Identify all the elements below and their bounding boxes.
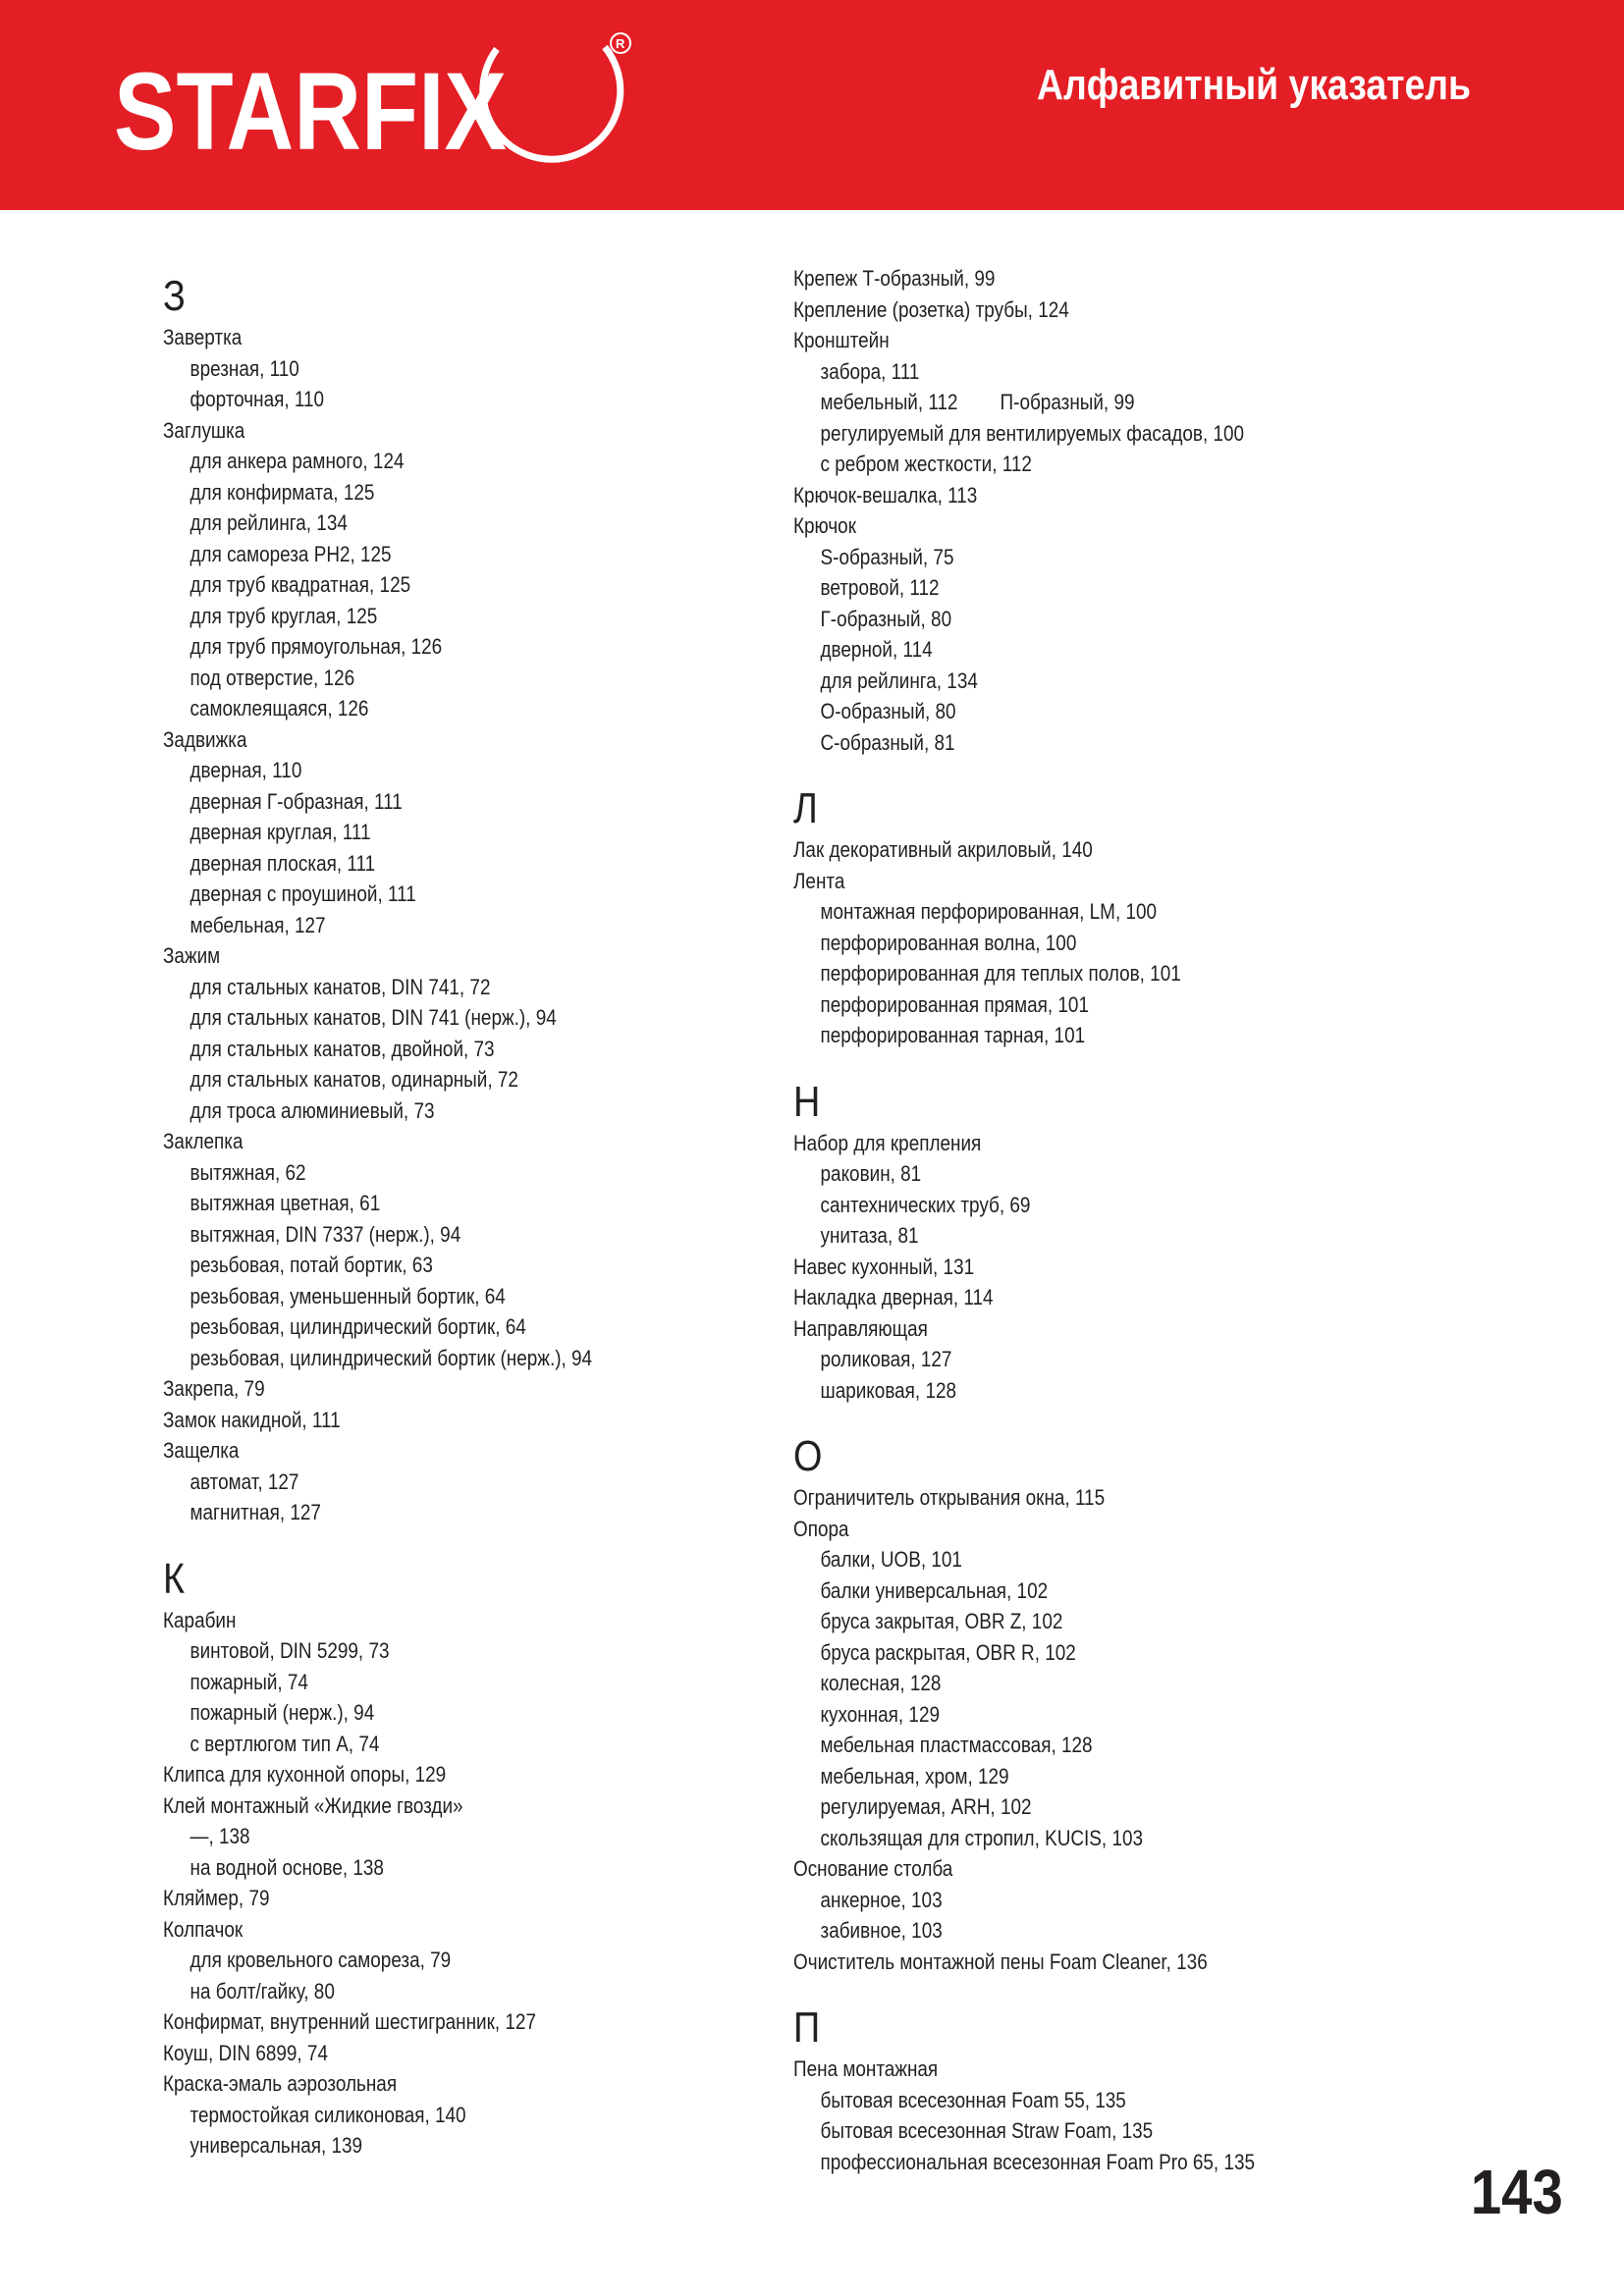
- index-subentry: дверной, 114: [820, 637, 933, 662]
- index-entry: Лента: [793, 868, 845, 893]
- index-subentry: на болт/гайку, 80: [189, 1978, 335, 2003]
- index-subentry: для стальных канатов, одинарный, 72: [189, 1067, 518, 1092]
- index-subentry: шариковая, 128: [820, 1377, 957, 1403]
- index-entry: Основание столба: [793, 1856, 953, 1881]
- index-subentry: дверная с проушиной, 111: [189, 881, 416, 906]
- index-entry: Коуш, DIN 6899, 74: [163, 2040, 328, 2065]
- svg-text:STARFIX: STARFIX: [114, 50, 507, 173]
- index-subentry: термостойкая силиконовая, 140: [189, 2102, 466, 2127]
- index-subentry: С-образный, 81: [820, 729, 955, 755]
- index-subentry: роликовая, 127: [820, 1347, 952, 1371]
- index-subentry: вытяжная, DIN 7337 (нерж.), 94: [189, 1221, 461, 1247]
- index-subentry: винтовой, DIN 5299, 73: [189, 1638, 390, 1663]
- index-subentry: резьбовая, потай бортик, 63: [189, 1253, 433, 1277]
- index-subentry: скользящая для стропил, KUCIS, 103: [820, 1825, 1144, 1850]
- index-entry: Накладка дверная, 114: [793, 1285, 994, 1309]
- index-subentry: бруса раскрытая, OBR R, 102: [820, 1639, 1076, 1665]
- index-entry: Заглушка: [163, 417, 245, 443]
- index-subentry: дверная круглая, 111: [189, 820, 371, 844]
- page-number: 143: [1471, 2157, 1563, 2227]
- index-subentry: пожарный (нерж.), 94: [189, 1700, 375, 1725]
- index-entry: Крепеж Т-образный, 99: [793, 266, 996, 291]
- index-subentry: регулируемый для вентилируемых фасадов, 100: [820, 420, 1245, 446]
- index-entry: Карабин: [163, 1607, 237, 1632]
- index-subentry: П-образный, 99: [1000, 390, 1135, 414]
- index-subentry: на водной основе, 138: [189, 1854, 384, 1880]
- index-subentry: для рейлинга, 134: [820, 667, 978, 693]
- index-subentry: забивное, 103: [820, 1918, 943, 1943]
- index-entry: Заклепка: [163, 1129, 244, 1153]
- index-subentry: S-образный, 75: [820, 544, 954, 569]
- index-subentry: для конфирмата, 125: [189, 479, 375, 505]
- index-subentry: для стальных канатов, DIN 741, 72: [189, 974, 491, 999]
- starfix-logo: [114, 29, 644, 187]
- index-subentry: с вертлюгом тип А, 74: [189, 1731, 380, 1756]
- index-subentry: самоклеящаяся, 126: [189, 696, 369, 721]
- index-entry: Крючок-вешалка, 113: [793, 482, 978, 507]
- index-subentry: колесная, 128: [820, 1671, 942, 1695]
- index-entry: Завертка: [163, 325, 243, 349]
- index-subentry: профессиональная всесезонная Foam Pro 65, 135: [820, 2149, 1255, 2174]
- index-subentry: пожарный, 74: [189, 1669, 308, 1694]
- index-subentry: для анкера рамного, 124: [189, 449, 405, 473]
- index-subentry-row: [793, 387, 1255, 418]
- index-entry: Закрепа, 79: [163, 1376, 265, 1401]
- index-entry: Крепление (розетка) трубы, 124: [793, 296, 1069, 322]
- index-subentry: бытовая всесезонная Foam 55, 135: [820, 2087, 1126, 2112]
- index-subentry: вытяжная, 62: [189, 1159, 306, 1185]
- index-subentry: забора, 111: [820, 358, 920, 384]
- index-entry: Навес кухонный, 131: [793, 1254, 975, 1279]
- index-entry: Замок накидной, 111: [163, 1407, 341, 1432]
- index-subentry: мебельная, хром, 129: [820, 1763, 1009, 1789]
- index-subentry: дверная Г-образная, 111: [189, 788, 403, 814]
- index-subentry: дверная плоская, 111: [189, 850, 376, 876]
- index-subentry: для стальных канатов, двойной, 73: [189, 1036, 495, 1061]
- index-entry: Ограничитель открывания окна, 115: [793, 1485, 1106, 1510]
- index-subentry: перфорированная для теплых полов, 101: [820, 961, 1181, 986]
- index-subentry: для стальных канатов, DIN 741 (нерж.), 94: [189, 1005, 557, 1030]
- index-subentry: кухонная, 129: [820, 1701, 940, 1727]
- index-subentry: вытяжная цветная, 61: [189, 1191, 381, 1215]
- index-entry: Задвижка: [163, 726, 247, 752]
- index-subentry: для троса алюминиевый, 73: [189, 1097, 435, 1123]
- index-entry: Краска-эмаль аэрозольная: [163, 2071, 398, 2096]
- index-subentry: резьбовая, цилиндрический бортик (нерж.), 94: [189, 1345, 593, 1370]
- index-subentry: для кровельного самореза, 79: [189, 1948, 452, 1972]
- page-title: Алфавитный указатель: [1036, 61, 1471, 109]
- index-subentry: монтажная перфорированная, LM, 100: [820, 899, 1158, 924]
- section-letter: Л: [793, 784, 818, 832]
- section-letter: Н: [793, 1077, 821, 1126]
- index-subentry: перфорированная тарная, 101: [820, 1023, 1086, 1047]
- index-subentry: сантехнических труб, 69: [820, 1192, 1031, 1217]
- index-subentry: ветровой, 112: [820, 575, 940, 600]
- index-subentry: мебельная пластмассовая, 128: [820, 1733, 1093, 1757]
- section-letter: К: [163, 1554, 186, 1603]
- index-subentry: резьбовая, цилиндрический бортик, 64: [189, 1314, 526, 1339]
- index-entry: Конфирмат, внутренний шестигранник, 127: [163, 2009, 536, 2034]
- page-header: [0, 0, 1624, 210]
- index-subentry: под отверстие, 126: [189, 665, 355, 690]
- section-letter: О: [793, 1432, 823, 1480]
- index-subentry: перфорированная прямая, 101: [820, 991, 1089, 1017]
- index-column-left: [163, 263, 592, 2162]
- index-subentry: универсальная, 139: [189, 2133, 363, 2158]
- index-column-right: [793, 263, 1255, 2177]
- index-subentry: для самореза PH2, 125: [189, 541, 392, 566]
- index-subentry: резьбовая, уменьшенный бортик, 64: [189, 1283, 506, 1308]
- index-subentry: врезная, 110: [189, 355, 299, 381]
- index-entry: Лак декоративный акриловый, 140: [793, 837, 1093, 862]
- index-entry: Крючок: [793, 513, 856, 538]
- index-entry: Опора: [793, 1516, 849, 1541]
- index-subentry: унитаза, 81: [820, 1223, 919, 1248]
- index-subentry: для труб прямоугольная, 126: [189, 634, 443, 659]
- index-subentry: анкерное, 103: [820, 1887, 943, 1912]
- index-entry: Набор для крепления: [793, 1130, 982, 1155]
- index-entry: Пена монтажная: [793, 2056, 939, 2081]
- index-entry: Очиститель монтажной пены Foam Cleaner, 136: [793, 1949, 1208, 1974]
- index-subentry: для труб квадратная, 125: [189, 572, 411, 597]
- index-subentry: бытовая всесезонная Straw Foam, 135: [820, 2118, 1154, 2143]
- svg-text:R: R: [616, 36, 625, 51]
- index-entry: Кляймер, 79: [163, 1886, 270, 1910]
- index-entry: Клей монтажный «Жидкие гвозди»: [163, 1792, 463, 1818]
- section-letter: П: [793, 2003, 821, 2052]
- index-subentry: бруса закрытая, OBR Z, 102: [820, 1609, 1063, 1633]
- index-subentry: с ребром жесткости, 112: [820, 452, 1032, 476]
- index-subentry: автомат, 127: [189, 1468, 299, 1494]
- index-entry: Клипса для кухонной опоры, 129: [163, 1762, 447, 1787]
- section-letter: З: [163, 272, 186, 320]
- index-subentry: Г-образный, 80: [820, 606, 952, 631]
- index-subentry: мебельный, 112: [820, 390, 958, 414]
- index-subentry: О-образный, 80: [820, 699, 956, 723]
- index-subentry: балки универсальная, 102: [820, 1577, 1049, 1603]
- index-subentry: магнитная, 127: [189, 1500, 321, 1524]
- index-entry: Направляющая: [793, 1315, 928, 1341]
- index-subentry: для труб круглая, 125: [189, 603, 378, 628]
- index-subentry: мебельная, 127: [189, 912, 326, 937]
- index-subentry: раковин, 81: [820, 1161, 922, 1186]
- index-subentry: балки, UOB, 101: [820, 1547, 962, 1572]
- index-subentry: —, 138: [189, 1824, 250, 1848]
- index-entry: Защелка: [163, 1438, 240, 1463]
- index-entry: Колпачок: [163, 1916, 244, 1942]
- index-entry: Зажим: [163, 943, 221, 968]
- index-subentry: форточная, 110: [189, 387, 325, 411]
- index-subentry: регулируемая, ARH, 102: [820, 1794, 1032, 1819]
- index-subentry: дверная, 110: [189, 758, 302, 782]
- index-subentry: перфорированная волна, 100: [820, 930, 1077, 955]
- index-subentry: для рейлинга, 134: [189, 510, 348, 535]
- index-entry: Кронштейн: [793, 328, 890, 352]
